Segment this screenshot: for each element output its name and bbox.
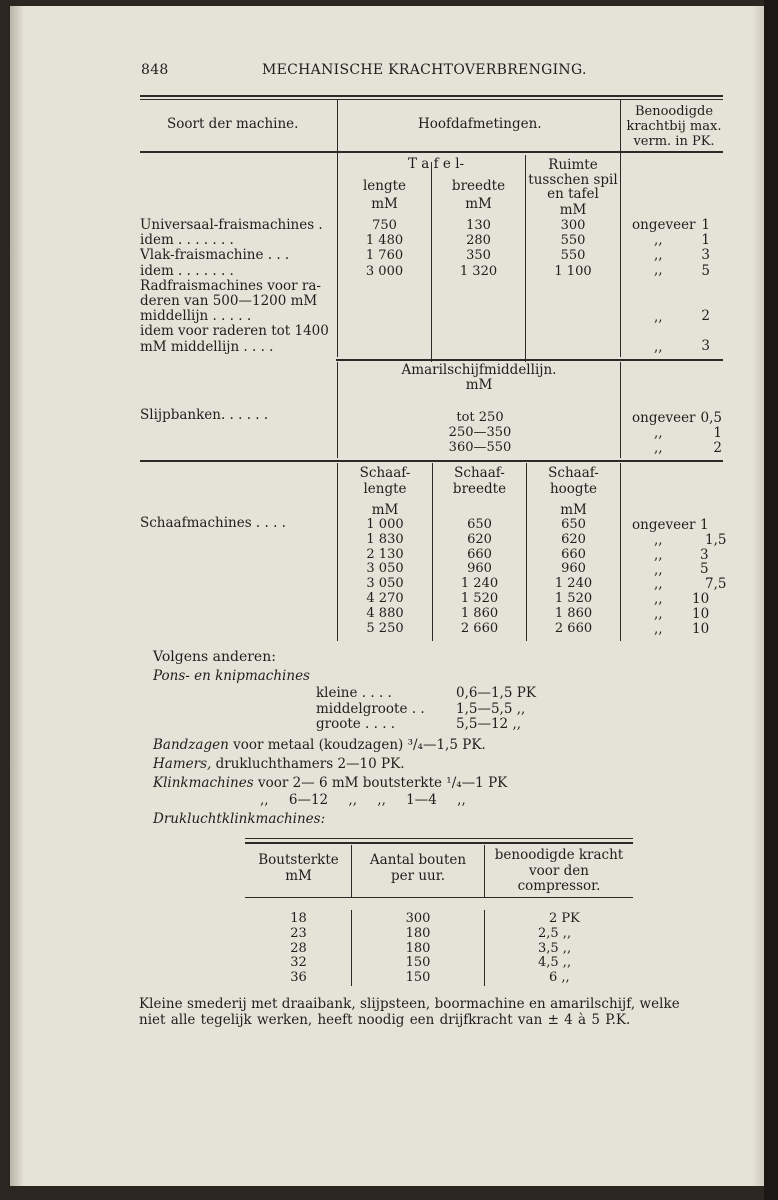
tafel-label: T a f e l- bbox=[408, 156, 465, 172]
table-cell: 650 bbox=[467, 517, 492, 532]
schaaflengte-values bbox=[338, 518, 432, 636]
lengte-values bbox=[338, 218, 431, 279]
table-cell: 1 000 bbox=[366, 517, 404, 532]
table-cell: 280 bbox=[466, 233, 491, 249]
table-cell: 1 bbox=[713, 425, 722, 441]
schaaf-pk-ditto: ,, ,, ,, ,, ,, ,, ,, bbox=[654, 532, 663, 637]
bottom-table-header-rule bbox=[245, 897, 633, 898]
unit-schaaflengte: mM bbox=[371, 502, 399, 518]
bottom-table-top-rule bbox=[245, 838, 633, 839]
table-cell: 150 bbox=[405, 955, 431, 971]
table-cell: 1 bbox=[701, 217, 710, 233]
table-cell: 1 480 bbox=[365, 233, 404, 249]
schaaflengte-header: Schaaf- lengte bbox=[359, 465, 411, 497]
section1-pk-prefix: ongeveer bbox=[632, 217, 696, 233]
header-soort: Soort der machine. bbox=[167, 116, 299, 132]
col-divider-2b bbox=[620, 362, 621, 458]
pk-ditto-radfrais: ,, bbox=[654, 309, 663, 325]
table-cell: 1 240 bbox=[460, 576, 499, 592]
pk-value-radfrais: 2 bbox=[701, 308, 710, 324]
table-cell: 2 PK bbox=[549, 911, 580, 926]
list-item: idem voor raderen tot 1400 bbox=[140, 323, 329, 340]
schaafbreedte-values bbox=[433, 518, 526, 636]
page-edge bbox=[764, 0, 778, 1200]
breedte-values bbox=[432, 218, 525, 279]
table-cell: 28 bbox=[290, 940, 307, 956]
table-cell: 2,5 ,, bbox=[538, 925, 572, 941]
table-cell: 1 860 bbox=[554, 605, 593, 621]
unit-ruimte: mM bbox=[559, 202, 587, 218]
list-item: mM middellijn . . . . bbox=[140, 338, 274, 355]
table-cell: 7,5 bbox=[705, 576, 727, 593]
col-divider-2a bbox=[620, 100, 621, 357]
list-item: Radfraismachines voor ra- bbox=[140, 277, 321, 294]
table-cell: 300 bbox=[405, 911, 431, 926]
table-cell: 960 bbox=[561, 561, 586, 577]
table-cell: 1 bbox=[701, 232, 710, 249]
table-cell: 2 130 bbox=[366, 546, 404, 562]
bt-header-boutsterkte: Boutsterkte mM bbox=[258, 852, 339, 884]
table-cell: 1 760 bbox=[365, 248, 404, 264]
list-item: middellijn . . . . . bbox=[140, 308, 252, 325]
lengte-label: lengte bbox=[362, 178, 407, 194]
breedte-label: breedte bbox=[451, 178, 506, 194]
bt-bouten-values bbox=[352, 912, 484, 986]
table-cell: 2 660 bbox=[554, 620, 593, 636]
bt-boutsterkte-values bbox=[246, 912, 351, 986]
ruimte-label: Ruimte tusschen spil en tafel bbox=[528, 157, 618, 202]
schaafbreedte-header: Schaaf- breedte bbox=[452, 465, 507, 497]
slijp-pk-prefix: ongeveer bbox=[632, 410, 696, 426]
slijp-pk-values bbox=[690, 411, 722, 456]
table-cell: 3 bbox=[701, 247, 710, 264]
table-cell: 0,5 bbox=[700, 410, 722, 426]
table-cell: 36 bbox=[290, 970, 307, 986]
col-divider-2c bbox=[620, 463, 621, 641]
unit-breedte: mM bbox=[465, 196, 492, 212]
amaril-unit: mM bbox=[465, 377, 493, 393]
amaril-header: Amarilschijfmiddellijn. bbox=[401, 362, 557, 378]
table-cell: 10 bbox=[692, 620, 710, 637]
druk-title: Drukluchtklinkmachines: bbox=[153, 811, 326, 827]
header-hoofdafmetingen: Hoofdafmetingen. bbox=[418, 116, 542, 132]
table-cell: 3,5 ,, bbox=[538, 940, 572, 956]
table-cell: 1 100 bbox=[554, 263, 592, 279]
table-cell: 750 bbox=[372, 218, 397, 233]
header-benoodigde: Benoodigde krachtbij max. verm. in PK. bbox=[626, 104, 722, 149]
table-cell: 10 bbox=[692, 605, 710, 622]
bt-header-kracht: benoodigde kracht voor den compressor. bbox=[494, 847, 624, 894]
page-gutter bbox=[10, 6, 24, 1186]
schaafhoogte-values bbox=[527, 518, 620, 636]
table-cell: 550 bbox=[560, 233, 586, 249]
table-cell: 620 bbox=[467, 531, 492, 547]
bottom-table-top-rule-thick bbox=[245, 842, 633, 844]
pons-values: 0,6—1,5 PK 1,5—5,5 ,, 5,5—12 ,, bbox=[456, 685, 536, 732]
schaafhoogte-header: Schaaf- hoogte bbox=[548, 465, 599, 497]
table-cell: 130 bbox=[466, 218, 491, 233]
closing-line-1: Kleine smederij met draaibank, slijpsteen, boormachine en amarilschijf, welke bbox=[139, 996, 680, 1012]
table-cell: 1 520 bbox=[554, 590, 593, 606]
bt-header-bouten: Aantal bouten per uur. bbox=[369, 852, 467, 884]
header-bottom-rule bbox=[140, 151, 723, 153]
list-item: Universaal-fraismachines . bbox=[140, 217, 323, 233]
slijp-pk-ditto: ,, ,, bbox=[654, 425, 663, 456]
table-cell: 960 bbox=[467, 561, 492, 577]
pons-sizes: kleine . . . . middelgroote . . groote . . . . bbox=[316, 685, 425, 732]
section2-top-rule bbox=[336, 359, 723, 361]
table-cell: tot 250 bbox=[456, 410, 504, 425]
table-cell: 550 bbox=[560, 248, 586, 264]
bandzagen-line: Bandzagen voor metaal (koudzagen) ³/₄—1,5 PK. bbox=[153, 737, 486, 753]
table-cell: 6 ,, bbox=[549, 970, 570, 986]
page-edge-shadow bbox=[752, 6, 764, 1186]
table-cell: 4 270 bbox=[366, 590, 404, 606]
pk-ditto-radfrais-1400: ,, bbox=[654, 339, 663, 355]
table-cell: 5 bbox=[701, 262, 710, 279]
section1-pk-values bbox=[690, 218, 710, 279]
section3-top-rule bbox=[140, 460, 723, 462]
ruimte-values bbox=[526, 218, 620, 279]
pk-value-radfrais-1400: 3 bbox=[701, 338, 710, 354]
table-cell: 1 bbox=[700, 517, 709, 533]
table-cell: 1 240 bbox=[554, 576, 593, 592]
list-item: deren van 500—1200 mM bbox=[140, 293, 318, 310]
table-cell: 180 bbox=[405, 925, 431, 941]
pons-title: Pons- en knipmachines bbox=[153, 668, 310, 684]
klink-line: Klinkmachines voor 2— 6 mM boutsterkte ¹/₄—1 PK bbox=[153, 775, 508, 791]
table-cell: 360—550 bbox=[448, 440, 512, 455]
unit-lengte: mM bbox=[371, 196, 398, 212]
section1-pk-ditto: ,, ,, ,, bbox=[654, 232, 663, 279]
table-cell: 3 050 bbox=[366, 576, 404, 592]
page-number: 848 bbox=[141, 62, 169, 78]
running-title: MECHANISCHE KRACHTOVERBRENGING. bbox=[262, 62, 587, 78]
table-cell: 1 830 bbox=[366, 531, 404, 547]
list-item: idem . . . . . . . bbox=[140, 232, 234, 249]
list-item: Vlak-fraismachine . . . bbox=[140, 247, 290, 264]
section1-names bbox=[140, 218, 329, 355]
table-cell: 5 250 bbox=[366, 620, 404, 636]
table-cell: 2 660 bbox=[460, 620, 499, 636]
bt-divider-2b bbox=[484, 910, 485, 986]
table-cell: 250—350 bbox=[448, 425, 512, 440]
schaaf-pk-values bbox=[692, 517, 727, 637]
table-cell: 32 bbox=[290, 955, 307, 971]
table-cell: 3 050 bbox=[366, 561, 404, 577]
table-cell: 620 bbox=[561, 531, 586, 547]
amaril-values bbox=[432, 410, 528, 455]
table-cell: 660 bbox=[467, 546, 492, 562]
table-cell: 1 520 bbox=[460, 590, 499, 606]
table-cell: 18 bbox=[290, 911, 307, 926]
table-cell: 660 bbox=[561, 546, 586, 562]
table-cell: 150 bbox=[405, 970, 431, 986]
list-item: idem . . . . . . . bbox=[140, 262, 234, 279]
table-cell: 4,5 ,, bbox=[538, 955, 572, 971]
bt-kracht-values bbox=[538, 912, 580, 986]
table-cell: 180 bbox=[405, 940, 431, 956]
table-cell: 23 bbox=[290, 925, 307, 941]
table-cell: 2 bbox=[713, 440, 722, 456]
table-cell: 1 320 bbox=[459, 263, 498, 279]
volgens-anderen: Volgens anderen: bbox=[153, 649, 276, 665]
table-cell: 1,5 bbox=[705, 531, 727, 548]
table-cell: 3 bbox=[700, 546, 709, 563]
slijpbanken-label: Slijpbanken. . . . . . bbox=[140, 407, 269, 423]
closing-line-2: niet alle tegelijk werken, heeft noodig een drijfkracht van ± 4 à 5 P.K. bbox=[139, 1012, 631, 1028]
table-cell: 4 880 bbox=[366, 605, 404, 621]
table-cell: 300 bbox=[560, 218, 586, 233]
schaafmachines-label: Schaafmachines . . . . bbox=[140, 515, 286, 531]
hamers-line: Hamers, drukluchthamers 2—10 PK. bbox=[153, 756, 405, 772]
table-cell: 3 000 bbox=[365, 263, 404, 279]
klink-row2: ,, 6—12 ,, ,, 1—4 ,, bbox=[260, 792, 466, 808]
table-cell: 5 bbox=[700, 561, 709, 578]
table-top-rule-thin bbox=[140, 99, 723, 100]
schaaf-pk-prefix: ongeveer bbox=[632, 517, 696, 533]
table-cell: 1 860 bbox=[460, 605, 499, 621]
table-cell: 10 bbox=[692, 590, 710, 607]
unit-schaafhoogte: mM bbox=[560, 502, 587, 518]
table-top-rule bbox=[140, 95, 723, 97]
table-cell: 650 bbox=[561, 517, 586, 532]
table-cell: 350 bbox=[466, 248, 491, 264]
